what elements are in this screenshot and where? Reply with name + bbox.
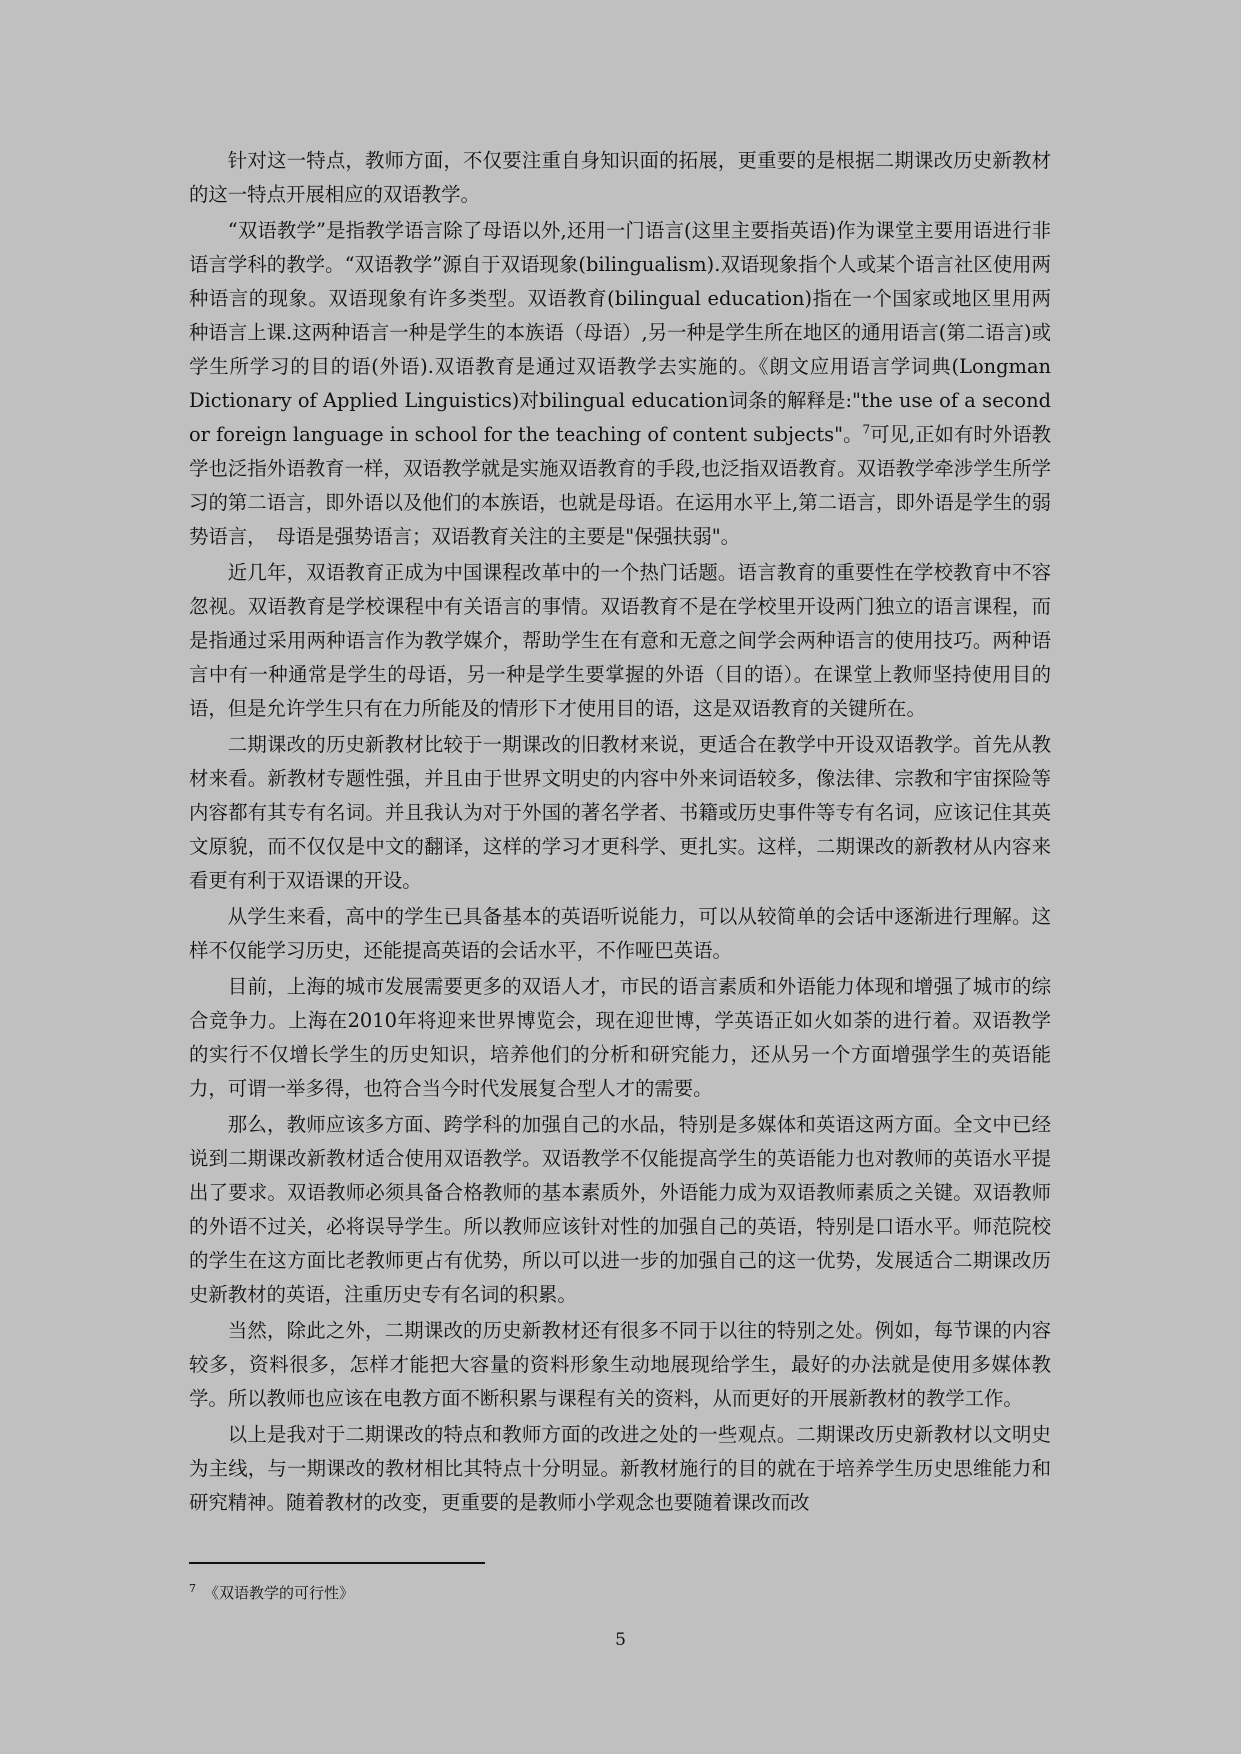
footnote-divider — [189, 1562, 485, 1564]
footnote-text: 《双语教学的可行性》 — [204, 1584, 355, 1602]
footnote-number: 7 — [189, 1582, 196, 1595]
paragraph: 当然，除此之外，二期课改的历史新教材还有很多不同于以往的特别之处。例如，每节课的内容较多，资料很多，怎样才能把大容量的资料形象生动地展现给学生，最好的办法就是使用多媒体教学。所以教师也应该在电教方面不断积累与课程有关的资料，从而更好的开展新教材的教学工作。 — [189, 1319, 1051, 1410]
paragraph-text: “双语教学”是指教学语言除了母语以外,还用一门语言(这里主要指英语)作为课堂主要用语进行非语言学科的教学。“双语教学”源自于双语现象(bilingualism).双语现象指个人或某个语言社区使用两种语言的现象。双语现象有许多类型。双语教育(bilingual education)指在一个国家或地区里用两种语言上课.这两种语言一种是学生的本族语（母语）,另一种是学生所在地区的通用语言(第二语言)或学生所学习的目的语(外语).双语教育是通过双语教学去实施的。《朗文应用语言学词典(Longman Dictionary of Applied Linguistics)对bilingual education词条的解释是:"the use of a second or foreign language in school for the teaching of content subjects"。 — [189, 219, 1051, 446]
paragraph-text-continued: 可见,正如有时外语教学也泛指外语教育一样，双语教学就是实施双语教育的手段,也泛指双语教育。双语教学牵涉学生所学习的第二语言，即外语以及他们的本族语，也就是母语。在运用水平上,第二语言，即外语是学生的弱势语言， 母语是强势语言；双语教育关注的主要是"保强扶弱"。 — [189, 423, 1051, 548]
paragraph — [189, 214, 1051, 554]
footnote — [189, 1578, 354, 1604]
paragraph: 以上是我对于二期课改的特点和教师方面的改进之处的一些观点。二期课改历史新教材以文明史为主线，与一期课改的教材相比其特点十分明显。新教材施行的目的就在于培养学生历史思维能力和研究精神。随着教材的改变，更重要的是教师小学观念也要随着课改而改 — [189, 1423, 1051, 1514]
paragraph: 近几年，双语教育正成为中国课程改革中的一个热门话题。语言教育的重要性在学校教育中不容忽视。双语教育是学校课程中有关语言的事情。双语教育不是在学校里开设两门独立的语言课程，而是指通过采用两种语言作为教学媒介，帮助学生在有意和无意之间学会两种语言的使用技巧。两种语言中有一种通常是学生的母语，另一种是学生要掌握的外语（目的语）。在课堂上教师坚持使用目的语，但是允许学生只有在力所能及的情形下才使用目的语，这是双语教育的关键所在。 — [189, 561, 1051, 720]
paragraph: 从学生来看，高中的学生已具备基本的英语听说能力，可以从较简单的会话中逐渐进行理解。这样不仅能学习历史，还能提高英语的会话水平，不作哑巴英语。 — [189, 905, 1051, 962]
paragraph: 二期课改的历史新教材比较于一期课改的旧教材来说，更适合在教学中开设双语教学。首先从教材来看。新教材专题性强，并且由于世界文明史的内容中外来词语较多，像法律、宗教和宇宙探险等内容都有其专有名词。并且我认为对于外国的著名学者、书籍或历史事件等专有名词，应该记住其英文原貌，而不仅仅是中文的翻译，这样的学习才更科学、更扎实。这样，二期课改的新教材从内容来看更有利于双语课的开设。 — [189, 733, 1051, 892]
paragraph: 针对这一特点，教师方面，不仅要注重自身知识面的拓展，更重要的是根据二期课改历史新教材的这一特点开展相应的双语教学。 — [189, 149, 1051, 206]
page-number: 5 — [615, 1630, 626, 1650]
footnote-reference[interactable]: 7 — [862, 422, 871, 437]
body-text — [189, 144, 1051, 1522]
paragraph: 目前，上海的城市发展需要更多的双语人才，市民的语言素质和外语能力体现和增强了城市的综合竞争力。上海在2010年将迎来世界博览会，现在迎世博，学英语正如火如荼的进行着。双语教学的实行不仅增长学生的历史知识，培养他们的分析和研究能力，还从另一个方面增强学生的英语能力，可谓一举多得，也符合当今时代发展复合型人才的需要。 — [189, 975, 1051, 1100]
paragraph: 那么，教师应该多方面、跨学科的加强自己的水品，特别是多媒体和英语这两方面。全文中已经说到二期课改新教材适合使用双语教学。双语教学不仅能提高学生的英语能力也对教师的英语水平提出了要求。双语教师必须具备合格教师的基本素质外，外语能力成为双语教师素质之关键。双语教师的外语不过关，必将误导学生。所以教师应该针对性的加强自己的英语，特别是口语水平。师范院校的学生在这方面比老教师更占有优势，所以可以进一步的加强自己的这一优势，发展适合二期课改历史新教材的英语，注重历史专有名词的积累。 — [189, 1113, 1051, 1306]
